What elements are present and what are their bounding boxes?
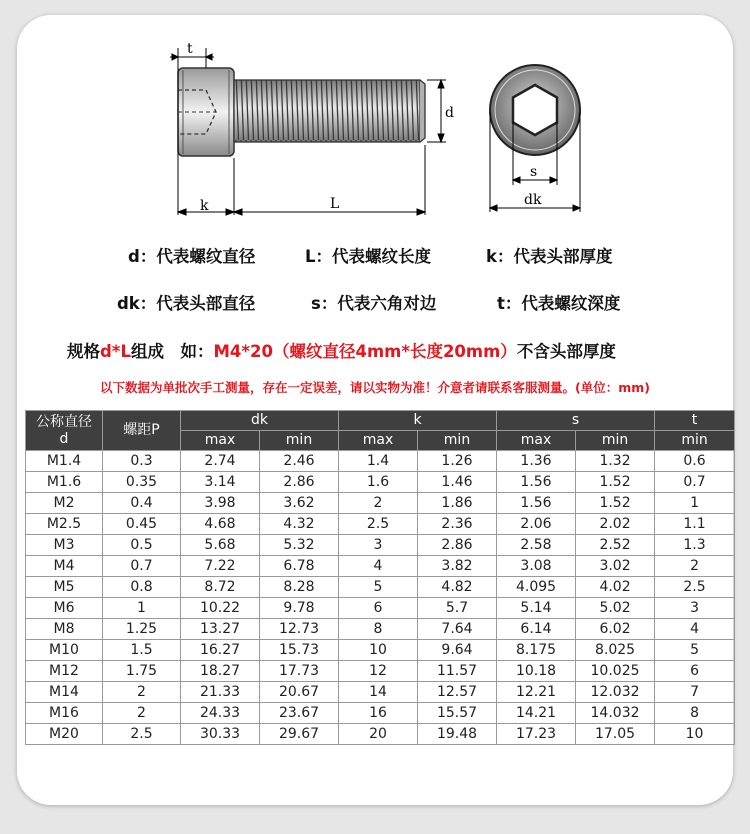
table-cell: 15.73: [260, 640, 339, 661]
screw-drawing: [0, 0, 750, 230]
label-L: L: [330, 196, 340, 212]
legend-L: L：代表螺纹长度: [305, 247, 432, 266]
spec-line: 规格d*L组成 如：M4*20（螺纹直径4mm*长度20mm）不含头部厚度: [67, 342, 616, 361]
table-cell: M6: [26, 598, 103, 619]
table-cell: 11.57: [418, 661, 497, 682]
table-cell: 13.27: [181, 619, 260, 640]
table-cell: 2.5: [103, 724, 181, 745]
table-cell: 3: [339, 535, 418, 556]
header-k-min: min: [418, 431, 497, 451]
table-row: [26, 724, 735, 745]
table-cell: 7.64: [418, 619, 497, 640]
table-body: [26, 451, 735, 745]
legend-t: t：代表螺纹深度: [497, 294, 621, 313]
spec-example: M4*20（螺纹直径4mm*长度20mm）: [213, 342, 517, 361]
table-cell: M10: [26, 640, 103, 661]
header-k-max: max: [339, 431, 418, 451]
table-cell: M2.5: [26, 514, 103, 535]
table-row: [26, 472, 735, 493]
table-cell: 1.32: [576, 451, 655, 472]
table-cell: 8.025: [576, 640, 655, 661]
table-cell: 5: [655, 640, 735, 661]
header-pitch: 螺距P: [103, 411, 181, 451]
table-cell: 1.86: [418, 493, 497, 514]
table-cell: 0.4: [103, 493, 181, 514]
table-cell: 14.21: [497, 703, 576, 724]
table-cell: 4.095: [497, 577, 576, 598]
table-cell: 5.14: [497, 598, 576, 619]
table-cell: 1.5: [103, 640, 181, 661]
table-cell: 8.72: [181, 577, 260, 598]
table-cell: 2.06: [497, 514, 576, 535]
table-cell: 6.78: [260, 556, 339, 577]
legend-s: s：代表六角对边: [311, 294, 437, 313]
label-k: k: [200, 198, 209, 214]
table-cell: 1.52: [576, 472, 655, 493]
table-cell: 1.4: [339, 451, 418, 472]
table-cell: 8: [655, 703, 735, 724]
table-cell: M16: [26, 703, 103, 724]
table-cell: 20.67: [260, 682, 339, 703]
table-cell: 2.46: [260, 451, 339, 472]
table-cell: 2: [103, 703, 181, 724]
measurement-notice: 以下数据为单批次手工测量，存在一定误差，请以实物为准！介意者请联系客服测量。(单位：mm): [100, 380, 650, 395]
table-cell: 16: [339, 703, 418, 724]
table-cell: 4.32: [260, 514, 339, 535]
table-cell: 3.82: [418, 556, 497, 577]
table-cell: 7: [655, 682, 735, 703]
table-row: [26, 451, 735, 472]
table-cell: 10.025: [576, 661, 655, 682]
legend-row-2: [0, 290, 750, 316]
header-s-max: max: [497, 431, 576, 451]
table-cell: 6.02: [576, 619, 655, 640]
table-cell: 2: [339, 493, 418, 514]
table-cell: 3.08: [497, 556, 576, 577]
table-row: [26, 514, 735, 535]
table-cell: 5.02: [576, 598, 655, 619]
table-cell: 3.62: [260, 493, 339, 514]
table-cell: 2: [103, 682, 181, 703]
table-cell: 9.64: [418, 640, 497, 661]
table-cell: 12.73: [260, 619, 339, 640]
table-cell: 1.46: [418, 472, 497, 493]
table-cell: 12.57: [418, 682, 497, 703]
label-t: t: [187, 41, 193, 57]
header-k: k: [339, 411, 497, 431]
table-cell: 0.7: [655, 472, 735, 493]
header-t-min: min: [655, 431, 735, 451]
table-row: [26, 640, 735, 661]
table-cell: 2.86: [418, 535, 497, 556]
table-cell: 5: [339, 577, 418, 598]
table-cell: 5.7: [418, 598, 497, 619]
table-cell: 1.26: [418, 451, 497, 472]
table-row: [26, 556, 735, 577]
label-d: d: [445, 105, 454, 121]
table-cell: 14.032: [576, 703, 655, 724]
spec-formula: d*L: [100, 342, 131, 361]
table-cell: 4.02: [576, 577, 655, 598]
table-cell: 1.52: [576, 493, 655, 514]
table-cell: 17.05: [576, 724, 655, 745]
table-cell: 2.02: [576, 514, 655, 535]
table-cell: 3.02: [576, 556, 655, 577]
table-cell: 4.68: [181, 514, 260, 535]
screw-head-side: [178, 68, 234, 156]
table-cell: 12.032: [576, 682, 655, 703]
header-dk-max: max: [181, 431, 260, 451]
screw-head-end-view: [490, 65, 580, 155]
table-cell: 5.68: [181, 535, 260, 556]
table-cell: 4: [655, 619, 735, 640]
table-row: [26, 577, 735, 598]
table-cell: 0.8: [103, 577, 181, 598]
spec-table: [25, 410, 735, 745]
table-row: [26, 703, 735, 724]
table-cell: 0.5: [103, 535, 181, 556]
header-nominal: 公称直径 d: [26, 411, 103, 451]
table-cell: 10: [655, 724, 735, 745]
table-cell: 0.7: [103, 556, 181, 577]
table-cell: 2.74: [181, 451, 260, 472]
table-cell: 10.18: [497, 661, 576, 682]
table-cell: 6.14: [497, 619, 576, 640]
table-cell: 4: [339, 556, 418, 577]
header-dk-min: min: [260, 431, 339, 451]
table-cell: 4.82: [418, 577, 497, 598]
table-row: [26, 493, 735, 514]
table-cell: 12: [339, 661, 418, 682]
table-cell: 2.86: [260, 472, 339, 493]
table-cell: 7.22: [181, 556, 260, 577]
legend-dk: dk：代表头部直径: [117, 294, 256, 313]
table-cell: 19.48: [418, 724, 497, 745]
table-cell: 2.52: [576, 535, 655, 556]
table-row: [26, 535, 735, 556]
table-cell: M1.6: [26, 472, 103, 493]
table-cell: 1.56: [497, 493, 576, 514]
table-cell: 2.5: [339, 514, 418, 535]
table-cell: 1: [655, 493, 735, 514]
table-cell: 17.23: [497, 724, 576, 745]
table-cell: 1.1: [655, 514, 735, 535]
table-cell: 17.73: [260, 661, 339, 682]
table-cell: 15.57: [418, 703, 497, 724]
table-cell: 12.21: [497, 682, 576, 703]
table-cell: 1.75: [103, 661, 181, 682]
table-cell: 1.36: [497, 451, 576, 472]
table-row: [26, 661, 735, 682]
table-cell: 0.45: [103, 514, 181, 535]
table-row: [26, 619, 735, 640]
header-dk: dk: [181, 411, 339, 431]
table-cell: 3.98: [181, 493, 260, 514]
table-cell: 1.3: [655, 535, 735, 556]
table-cell: M5: [26, 577, 103, 598]
legend-k: k：代表头部厚度: [486, 247, 613, 266]
table-cell: M8: [26, 619, 103, 640]
table-cell: M2: [26, 493, 103, 514]
table-cell: 1.56: [497, 472, 576, 493]
legend-d: d：代表螺纹直径: [128, 247, 256, 266]
table-cell: M3: [26, 535, 103, 556]
table-cell: 30.33: [181, 724, 260, 745]
header-s-min: min: [576, 431, 655, 451]
table-cell: M14: [26, 682, 103, 703]
table-cell: M12: [26, 661, 103, 682]
table-cell: 0.3: [103, 451, 181, 472]
table-cell: 8: [339, 619, 418, 640]
table-cell: 9.78: [260, 598, 339, 619]
table-cell: 18.27: [181, 661, 260, 682]
table-cell: 16.27: [181, 640, 260, 661]
table-cell: 8.28: [260, 577, 339, 598]
table-cell: M4: [26, 556, 103, 577]
table-cell: 2.36: [418, 514, 497, 535]
table-cell: 0.6: [655, 451, 735, 472]
table-cell: 10: [339, 640, 418, 661]
table-cell: 1.6: [339, 472, 418, 493]
screw-shank-side: [234, 80, 425, 142]
legend-row-1: [0, 243, 750, 269]
table-cell: 2.5: [655, 577, 735, 598]
table-cell: 6: [655, 661, 735, 682]
table-cell: 21.33: [181, 682, 260, 703]
table-cell: 3.14: [181, 472, 260, 493]
table-cell: 3: [655, 598, 735, 619]
table-cell: 29.67: [260, 724, 339, 745]
table-cell: 1: [103, 598, 181, 619]
table-cell: 1.25: [103, 619, 181, 640]
table-cell: 5.32: [260, 535, 339, 556]
table-row: [26, 598, 735, 619]
table-cell: 6: [339, 598, 418, 619]
header-t: t: [655, 411, 735, 431]
table-cell: 14: [339, 682, 418, 703]
table-cell: M20: [26, 724, 103, 745]
label-s: s: [530, 164, 538, 180]
table-cell: 0.35: [103, 472, 181, 493]
header-s: s: [497, 411, 655, 431]
table-cell: 23.67: [260, 703, 339, 724]
table-cell: 10.22: [181, 598, 260, 619]
table-cell: 20: [339, 724, 418, 745]
table-cell: 2.58: [497, 535, 576, 556]
table-row: [26, 682, 735, 703]
table-cell: 2: [655, 556, 735, 577]
table-cell: 24.33: [181, 703, 260, 724]
table-cell: M1.4: [26, 451, 103, 472]
table-cell: 8.175: [497, 640, 576, 661]
label-dk: dk: [524, 192, 542, 208]
